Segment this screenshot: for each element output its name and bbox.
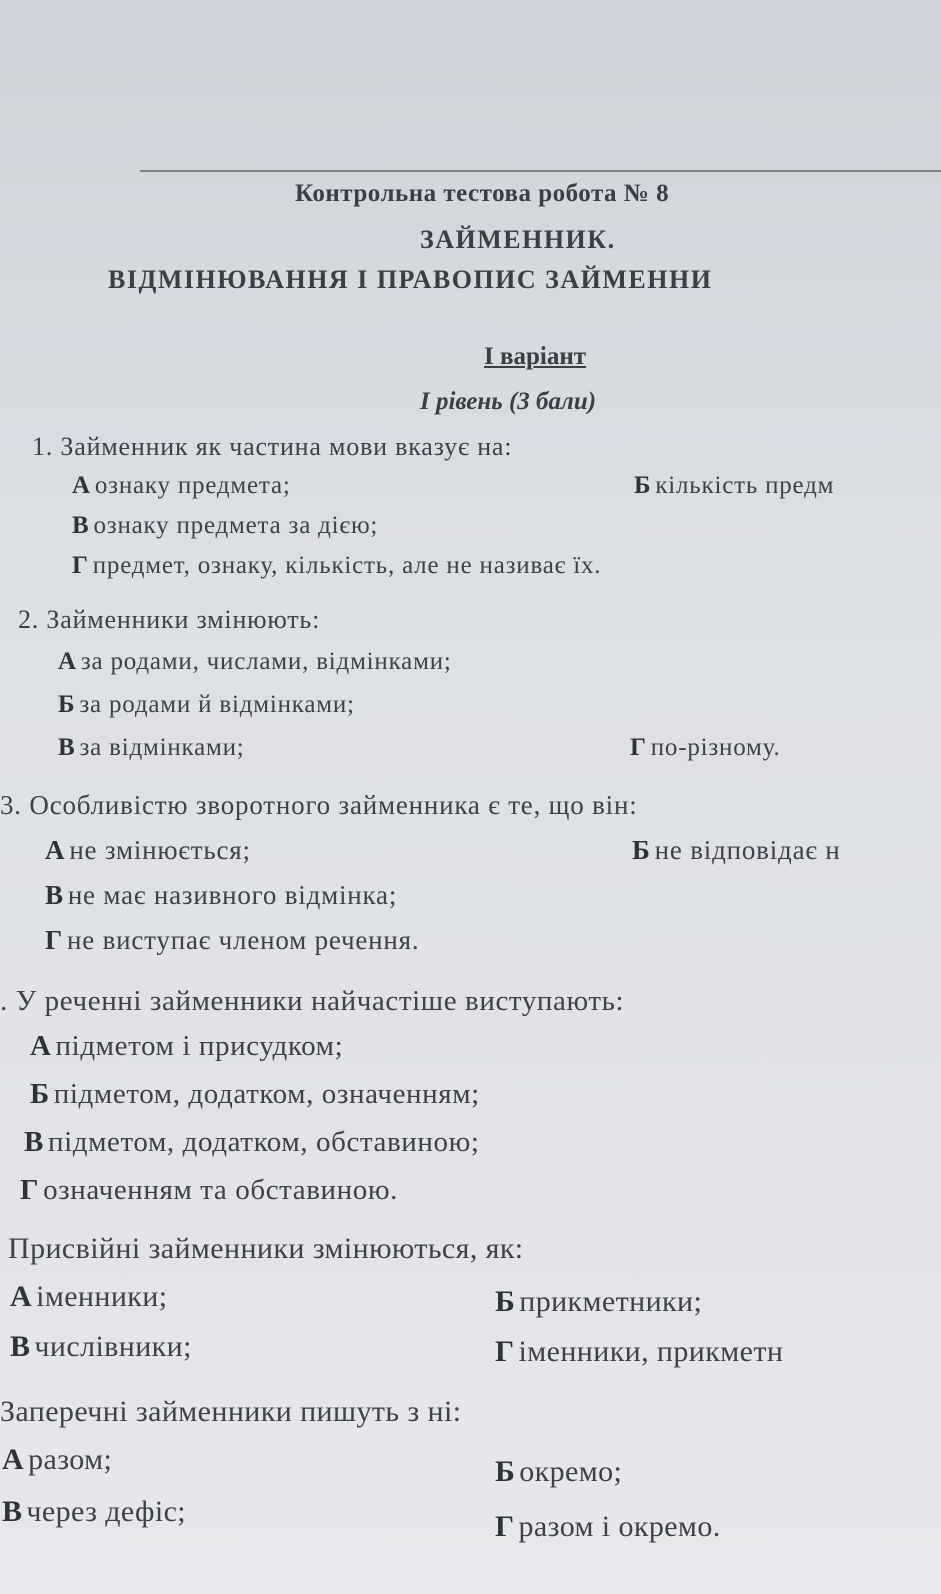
q3-option-a bbox=[45, 835, 251, 866]
q5-option-g bbox=[495, 1335, 783, 1369]
option-letter: А bbox=[58, 648, 77, 675]
option-letter: Г bbox=[72, 552, 89, 579]
option-text: іменники, прикметн bbox=[518, 1335, 784, 1368]
option-letter: А bbox=[45, 835, 66, 865]
option-letter: В bbox=[2, 1495, 23, 1528]
option-text: за родами й відмінками; bbox=[79, 691, 355, 718]
q6-option-g bbox=[495, 1510, 721, 1544]
option-text: підметом і присудком; bbox=[55, 1030, 344, 1062]
option-letter: Б bbox=[495, 1285, 516, 1318]
q5-option-v bbox=[10, 1330, 192, 1364]
q4-option-b bbox=[30, 1078, 480, 1111]
q3-option-v bbox=[45, 880, 397, 911]
option-letter: В bbox=[24, 1126, 44, 1158]
option-text: за відмінками; bbox=[79, 734, 245, 761]
question-5-text: Присвійні займенники змінюються, як: bbox=[8, 1232, 524, 1265]
option-text: за родами, числами, відмінками; bbox=[80, 648, 452, 675]
option-text: по-різному. bbox=[650, 734, 781, 761]
option-text: не відповідає н bbox=[654, 835, 841, 865]
q6-option-b bbox=[495, 1455, 622, 1489]
option-text: ознаку предмета; bbox=[94, 472, 291, 499]
option-letter: Г bbox=[20, 1174, 40, 1206]
option-text: кількість предм bbox=[655, 472, 835, 499]
option-letter: Г bbox=[45, 925, 63, 955]
q2-option-a bbox=[58, 648, 452, 676]
q1-option-g bbox=[72, 552, 601, 580]
q3-option-b bbox=[632, 835, 841, 866]
question-2-text: 2. Займенники змінюють: bbox=[18, 605, 321, 634]
option-letter: Г bbox=[495, 1510, 515, 1543]
option-letter: Б bbox=[495, 1455, 516, 1488]
option-text: не виступає членом речення. bbox=[66, 925, 420, 955]
topic-line-1: ЗАЙМЕННИК. bbox=[420, 225, 616, 254]
option-text: підметом, додатком, означенням; bbox=[53, 1078, 480, 1110]
q5-option-b bbox=[495, 1285, 702, 1319]
option-letter: В bbox=[10, 1330, 31, 1363]
q1-option-v bbox=[72, 512, 378, 540]
q4-option-a bbox=[30, 1030, 343, 1063]
option-text: числівники; bbox=[34, 1330, 192, 1363]
q3-option-g bbox=[45, 925, 419, 956]
question-4-text: . У реченні займенники найчастіше виступають: bbox=[0, 985, 625, 1017]
option-letter: Г bbox=[495, 1335, 515, 1368]
top-rule-divider bbox=[140, 170, 941, 172]
q5-option-a bbox=[10, 1280, 167, 1314]
q2-option-v bbox=[58, 734, 245, 762]
option-letter: Г bbox=[630, 734, 647, 761]
q4-option-v bbox=[24, 1126, 480, 1159]
q1-option-a bbox=[72, 472, 291, 500]
option-text: не змінюється; bbox=[69, 835, 251, 865]
option-text: через дефіс; bbox=[26, 1495, 187, 1528]
variant-heading: I варіант bbox=[484, 343, 587, 370]
option-letter: В bbox=[45, 880, 64, 910]
option-letter: Б bbox=[58, 691, 76, 718]
topic-line-2: ВІДМІНЮВАННЯ І ПРАВОПИС ЗАЙМЕННИ bbox=[108, 265, 713, 294]
option-letter: Б bbox=[634, 472, 652, 499]
q6-option-a bbox=[2, 1443, 112, 1477]
option-text: ознаку предмета за дією; bbox=[93, 512, 379, 539]
q2-option-g bbox=[630, 734, 781, 762]
q6-option-v bbox=[2, 1495, 186, 1529]
option-letter: Б bbox=[632, 835, 651, 865]
option-text: прикметники; bbox=[519, 1285, 703, 1318]
option-text: окремо; bbox=[519, 1455, 623, 1488]
question-3-text: 3. Особливістю зворотного займенника є те, що він: bbox=[0, 790, 638, 820]
option-text: разом і окремо. bbox=[518, 1510, 721, 1543]
option-text: підметом, додатком, обставиною; bbox=[47, 1126, 480, 1158]
option-letter: В bbox=[58, 734, 76, 761]
option-letter: Б bbox=[30, 1078, 50, 1110]
q4-option-g bbox=[20, 1174, 398, 1207]
option-letter: А bbox=[2, 1443, 25, 1476]
option-text: не має називного відмінка; bbox=[67, 880, 398, 910]
q1-option-b bbox=[634, 472, 834, 500]
q2-option-b bbox=[58, 691, 355, 719]
option-text: предмет, ознаку, кількість, але не називає їх. bbox=[92, 552, 602, 579]
question-1-text: 1. Займенник як частина мови вказує на: bbox=[32, 432, 513, 461]
level-heading: I рівень (3 бали) bbox=[420, 388, 597, 415]
option-letter: В bbox=[72, 512, 90, 539]
option-text: іменники; bbox=[36, 1280, 168, 1313]
option-text: разом; bbox=[28, 1443, 113, 1476]
option-text: означенням та обставиною. bbox=[43, 1174, 399, 1206]
question-6-text: Заперечні займенники пишуть з ні: bbox=[0, 1395, 462, 1428]
option-letter: А bbox=[72, 472, 91, 499]
test-title: Контрольна тестова робота № 8 bbox=[295, 180, 670, 207]
option-letter: А bbox=[10, 1280, 33, 1313]
option-letter: А bbox=[30, 1030, 52, 1062]
